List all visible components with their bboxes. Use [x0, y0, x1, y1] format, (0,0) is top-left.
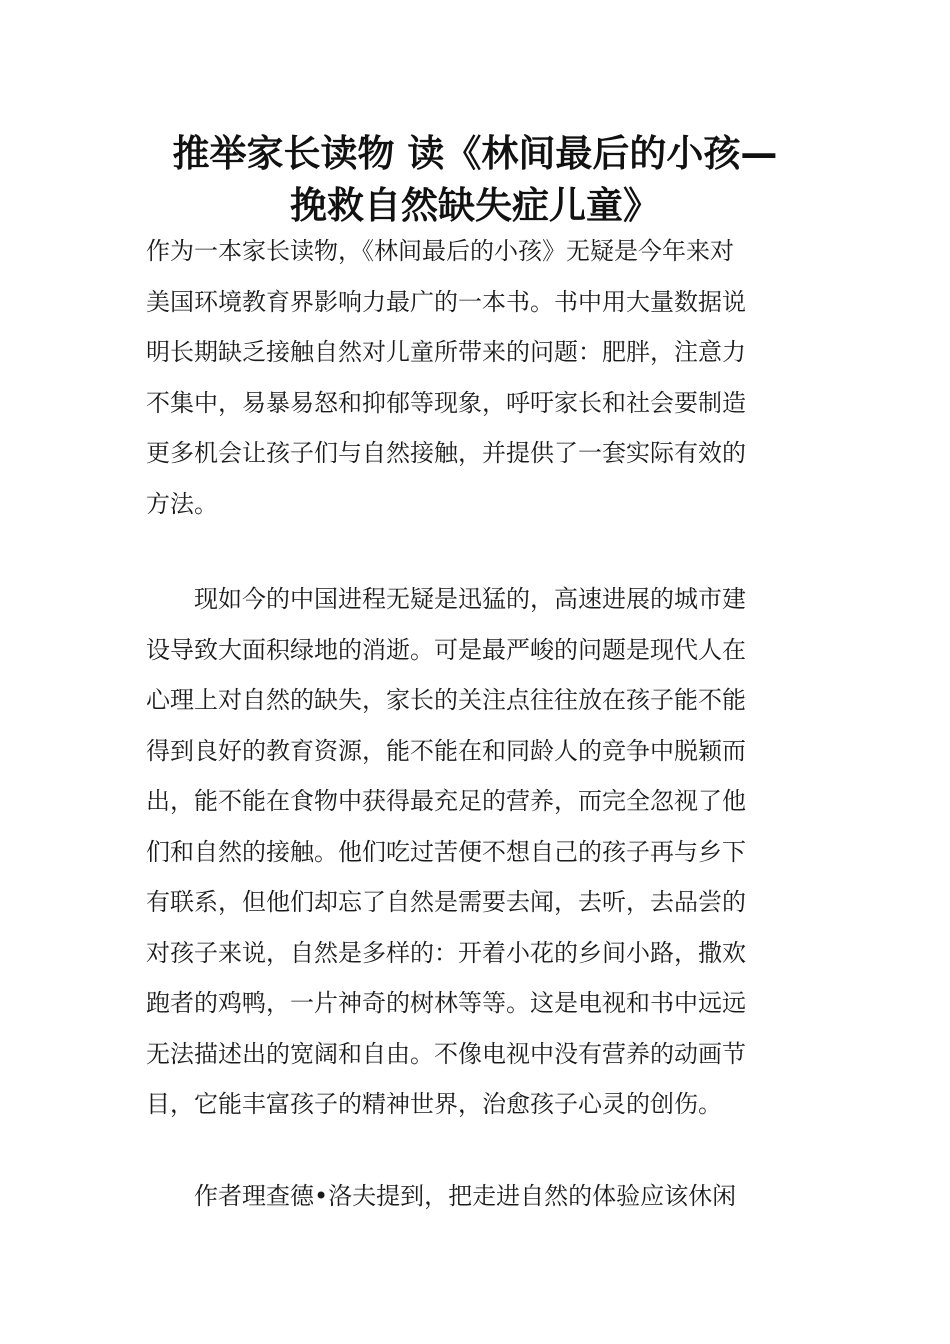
title-line: 挽救自然缺失症儿童》	[290, 184, 660, 227]
title-line: 推举家长读物 读《林间最后的小孩—	[172, 132, 778, 175]
paragraph-3	[146, 1171, 806, 1222]
text-line: 设导致大面积绿地的消逝。可是最严峻的问题是现代人在	[146, 635, 746, 664]
text-line: 方法。	[146, 489, 218, 518]
text-line: 美国环境教育界影响力最广的一本书。书中用大量数据说	[146, 287, 746, 316]
text-line: 出，能不能在食物中获得最充足的营养，而完全忽视了他	[146, 787, 746, 815]
text-line: 作为一本家长读物，《林间最后的小孩》无疑是今年来对	[146, 237, 734, 265]
text-line: 心理上对自然的缺失，家长的关注点往往放在孩子能不能	[146, 686, 746, 714]
text-line: 不集中，易暴易怒和抑郁等现象，呼吁家长和社会要制造	[146, 388, 746, 417]
text-line: 跑者的鸡鸭，一片神奇的树林等等。这是电视和书中远远	[146, 989, 746, 1017]
paragraph-2	[146, 574, 806, 1130]
document-title	[130, 128, 820, 232]
text-line: 有联系，但他们却忘了自然是需要去闻，去听，去品尝的	[146, 888, 746, 916]
text-line: 们和自然的接触。他们吃过苦便不想自己的孩子再与乡下	[146, 837, 746, 866]
text-line: 对孩子来说，自然是多样的：开着小花的乡间小路，撒欢	[146, 938, 746, 967]
paragraph-1	[146, 226, 806, 529]
text-line: 作者理查德•洛夫提到，把走进自然的体验应该休闲	[146, 1182, 737, 1210]
text-line: 明长期缺乏接触自然对儿童所带来的问题：肥胖，注意力	[146, 338, 746, 366]
text-line: 目，它能丰富孩子的精神世界，治愈孩子心灵的创伤。	[146, 1090, 722, 1118]
text-line: 得到良好的教育资源，能不能在和同龄人的竞争中脱颖而	[146, 736, 746, 765]
text-line: 更多机会让孩子们与自然接触，并提供了一套实际有效的	[146, 439, 746, 467]
text-line: 现如今的中国进程无疑是迅猛的，高速进展的城市建	[146, 585, 746, 613]
text-line: 无法描述出的宽阔和自由。不像电视中没有营养的动画节	[146, 1039, 746, 1068]
